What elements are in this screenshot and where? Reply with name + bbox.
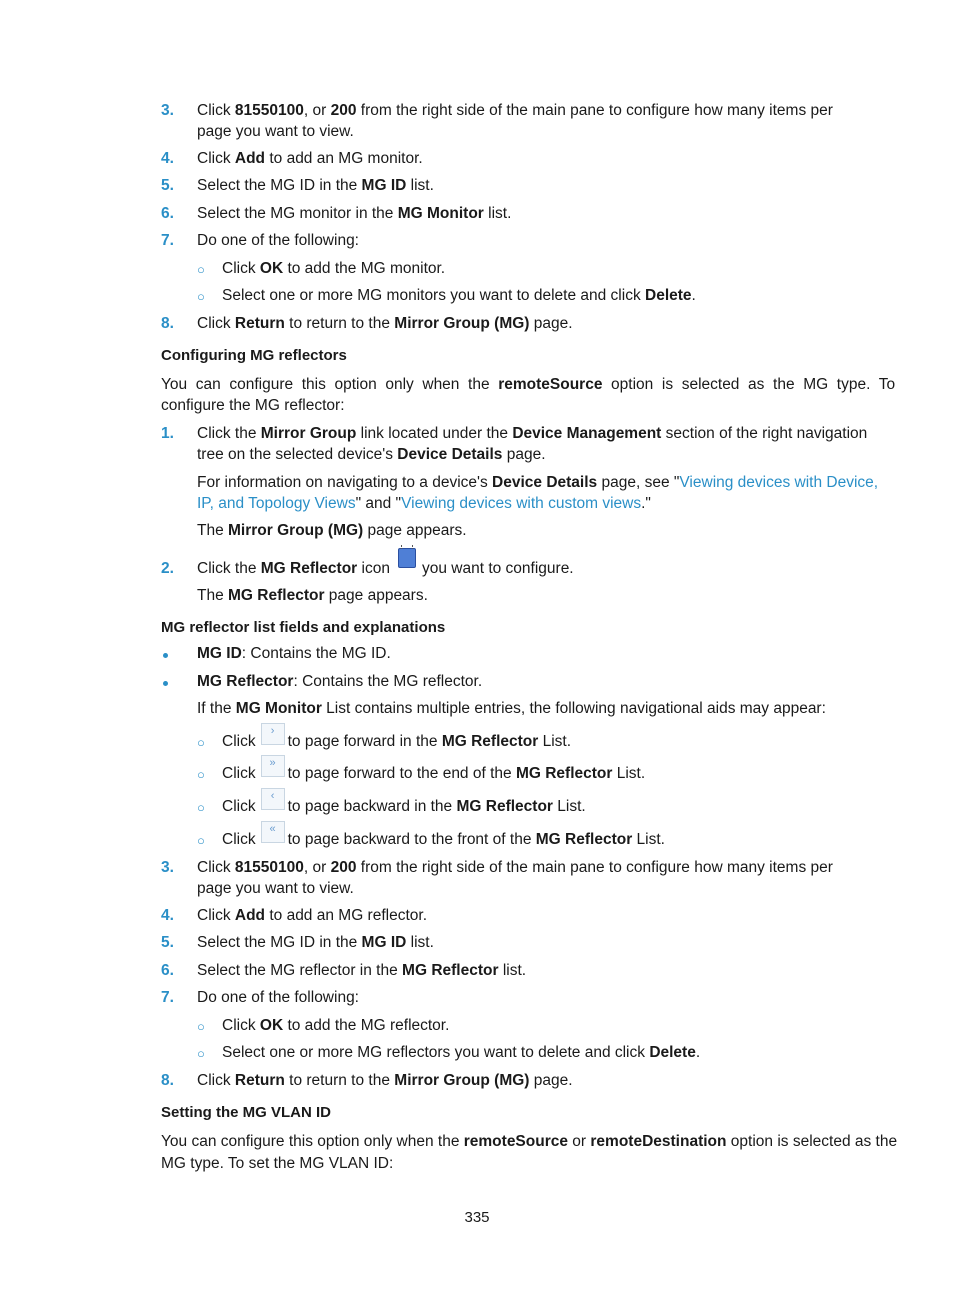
step-number: 4. [161, 907, 174, 924]
sub-step-text: Select one or more MG monitors you want to delete and click Delete. [222, 287, 696, 304]
step-number: 8. [161, 315, 174, 332]
page-back-icon[interactable]: ‹ [261, 788, 285, 810]
bullet-icon [163, 681, 168, 686]
step-number: 7. [161, 989, 174, 1006]
step-text: Click 81550100, or 200 from the right side of the main pane to configure how many items per [197, 859, 833, 876]
step-text: Select the MG ID in the MG ID list. [197, 934, 434, 951]
sub-step-text: Click OK to add the MG monitor. [222, 260, 446, 277]
section-heading: MG reflector list fields and explanations [161, 619, 446, 636]
step-text: Click the MG Reflector icon you want to configure. [197, 558, 574, 579]
step-text-cont: tree on the selected device's Device Details page. [197, 446, 546, 463]
step-number: 1. [161, 425, 174, 442]
info-text: For information on navigating to a device's Device Details page, see "Viewing devices with Device, [197, 474, 879, 491]
step-text: Do one of the following: [197, 232, 359, 249]
bullet-text: MG Reflector: Contains the MG reflector. [197, 673, 483, 690]
info-text-cont: IP, and Topology Views" and "Viewing devices with custom views." [197, 495, 651, 512]
sub-step-text: Click OK to add the MG reflector. [222, 1017, 450, 1034]
step-number: 7. [161, 232, 174, 249]
paragraph: You can configure this option only when the remoteSource option is selected as the MG type. To [161, 376, 896, 393]
step-text: Click Add to add an MG reflector. [197, 907, 428, 924]
step-number: 4. [161, 150, 174, 167]
section-heading: Configuring MG reflectors [161, 347, 347, 364]
step-text: Click Return to return to the Mirror Group (MG) page. [197, 315, 573, 332]
step-number: 2. [161, 560, 174, 577]
nav-note: If the MG Monitor List contains multiple entries, the following navigational aids may appear: [197, 700, 826, 717]
bullet-text: MG ID: Contains the MG ID. [197, 645, 391, 662]
mg-reflector-icon[interactable] [398, 548, 416, 568]
page-last-icon[interactable]: » [261, 755, 285, 777]
nav-aid-item: Click«to page backward to the front of the MG Reflector List. [222, 823, 665, 848]
sub-bullet-icon: ○ [197, 289, 205, 304]
page-first-icon[interactable]: « [261, 821, 285, 843]
step-text: Select the MG reflector in the MG Reflector list. [197, 962, 527, 979]
step-number: 3. [161, 859, 174, 876]
nav-aid-item: Click›to page forward in the MG Reflector List. [222, 725, 572, 750]
sub-bullet-icon: ○ [197, 1019, 205, 1034]
step-text: Click Add to add an MG monitor. [197, 150, 423, 167]
paragraph-cont: MG type. To set the MG VLAN ID: [161, 1155, 394, 1172]
step-text: Select the MG monitor in the MG Monitor list. [197, 205, 512, 222]
link-viewing-devices[interactable]: Viewing devices with Device, [679, 474, 879, 491]
appears-text: The MG Reflector page appears. [197, 587, 428, 604]
sub-bullet-icon: ○ [197, 833, 205, 848]
section-heading: Setting the MG VLAN ID [161, 1104, 331, 1121]
step-text: Select the MG ID in the MG ID list. [197, 177, 434, 194]
appears-text: The Mirror Group (MG) page appears. [197, 522, 467, 539]
step-number: 3. [161, 102, 174, 119]
step-number: 6. [161, 962, 174, 979]
nav-aid-item: Click‹to page backward in the MG Reflector List. [222, 790, 586, 815]
bullet-icon [163, 653, 168, 658]
step-text: Click Return to return to the Mirror Group (MG) page. [197, 1072, 573, 1089]
sub-bullet-icon: ○ [197, 767, 205, 782]
nav-aid-item: Click»to page forward to the end of the MG Reflector List. [222, 757, 646, 782]
page-forward-icon[interactable]: › [261, 723, 285, 745]
step-text: Click 81550100, or 200 from the right side of the main pane to configure how many items per [197, 102, 833, 119]
paragraph: You can configure this option only when the remoteSource or remoteDestination option is selected as the [161, 1133, 898, 1150]
step-text: Click the Mirror Group link located under the Device Management section of the right navigation [197, 425, 868, 442]
sub-bullet-icon: ○ [197, 1046, 205, 1061]
sub-bullet-icon: ○ [197, 800, 205, 815]
sub-bullet-icon: ○ [197, 735, 205, 750]
step-text-cont: page you want to view. [197, 880, 354, 897]
page-number: 335 [464, 1209, 490, 1226]
sub-bullet-icon: ○ [197, 262, 205, 277]
paragraph-cont: configure the MG reflector: [161, 397, 345, 414]
step-number: 5. [161, 934, 174, 951]
step-number: 6. [161, 205, 174, 222]
sub-step-text: Select one or more MG reflectors you want to delete and click Delete. [222, 1044, 701, 1061]
link-topology-views[interactable]: IP, and Topology Views [197, 495, 356, 512]
link-custom-views[interactable]: Viewing devices with custom views [401, 495, 642, 512]
step-text: Do one of the following: [197, 989, 359, 1006]
step-number: 5. [161, 177, 174, 194]
step-text-cont: page you want to view. [197, 123, 354, 140]
step-number: 8. [161, 1072, 174, 1089]
